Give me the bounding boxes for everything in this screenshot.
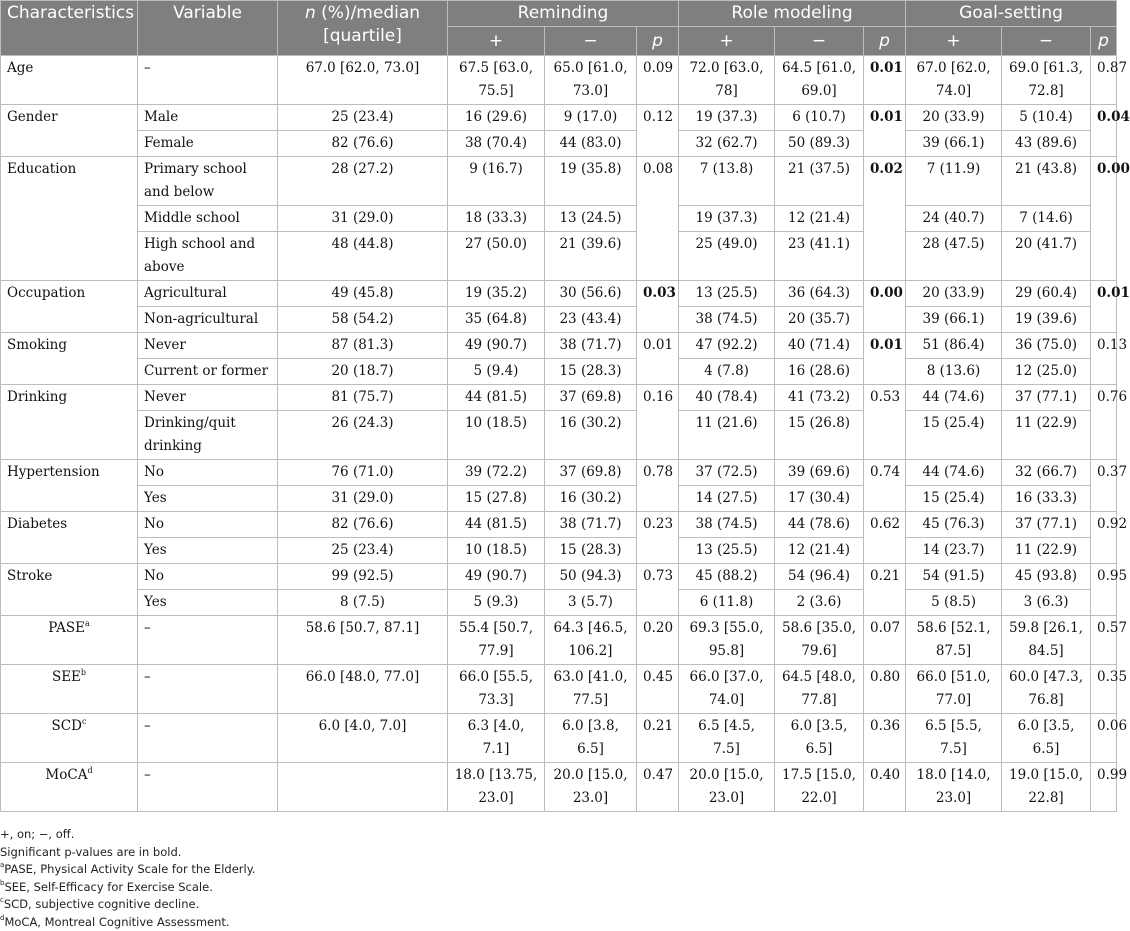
cell-reminding-minus: 65.0 [61.0, 73.0] [545, 56, 637, 105]
cell-role-minus: 6 (10.7) [775, 105, 864, 131]
cell-reminding-minus: 38 (71.7) [545, 333, 637, 359]
header-group-reminding: Reminding [448, 1, 679, 27]
header-n-percent [278, 1, 448, 56]
cell-reminding-minus: 6.0 [3.8, 6.5] [545, 714, 637, 763]
footnote-text: +, on; −, off. [0, 827, 74, 841]
cell-role-minus: 64.5 [48.0, 77.8] [775, 665, 864, 714]
cell-role-p: 0.01 [864, 56, 906, 105]
cell-reminding-plus: 6.3 [4.0, 7.1] [448, 714, 545, 763]
cell-characteristic: Stroke [1, 564, 138, 616]
table-row [1, 512, 1117, 538]
cell-reminding-p: 0.21 [637, 714, 679, 763]
cell-reminding-plus: 19 (35.2) [448, 281, 545, 307]
footnote [0, 879, 1116, 897]
cell-n: 82 (76.6) [278, 512, 448, 538]
cell-n: 82 (76.6) [278, 131, 448, 157]
cell-role-minus: 58.6 [35.0, 79.6] [775, 616, 864, 665]
cell-reminding-minus: 20.0 [15.0, 23.0] [545, 763, 637, 812]
table-row [1, 307, 1117, 333]
cell-variable: Male [138, 105, 278, 131]
header-goal-plus: + [906, 27, 1002, 56]
cell-variable: Never [138, 333, 278, 359]
cell-characteristic: MoCA$^d$ [1, 763, 138, 812]
cell-goal-plus: 14 (23.7) [906, 538, 1002, 564]
cell-role-plus: 7 (13.8) [679, 157, 775, 206]
cell-reminding-minus: 13 (24.5) [545, 206, 637, 232]
cell-reminding-plus: 15 (27.8) [448, 486, 545, 512]
cell-characteristic: Occupation [1, 281, 138, 333]
cell-reminding-minus: 23 (43.4) [545, 307, 637, 333]
cell-role-plus: 37 (72.5) [679, 460, 775, 486]
cell-role-minus: 12 (21.4) [775, 206, 864, 232]
footnote [0, 844, 1116, 862]
cell-role-minus: 15 (26.8) [775, 411, 864, 460]
cell-reminding-minus: 16 (30.2) [545, 411, 637, 460]
cell-characteristic: Gender [1, 105, 138, 157]
cell-goal-p: 0.00 [1091, 157, 1117, 281]
cell-variable: – [138, 665, 278, 714]
cell-role-p: 0.36 [864, 714, 906, 763]
cell-goal-p: 0.04 [1091, 105, 1117, 157]
header-n-letter: n [305, 3, 316, 23]
cell-variable: Female [138, 131, 278, 157]
cell-goal-plus: 5 (8.5) [906, 590, 1002, 616]
cell-variable: Drinking/quit drinking [138, 411, 278, 460]
cell-goal-minus: 20 (41.7) [1002, 232, 1091, 281]
footnote-text: MoCA, Montreal Cognitive Assessment. [4, 915, 229, 929]
cell-variable: Non-agricultural [138, 307, 278, 333]
cell-n: 26 (24.3) [278, 411, 448, 460]
cell-variable: – [138, 616, 278, 665]
cell-reminding-plus: 66.0 [55.5, 73.3] [448, 665, 545, 714]
cell-goal-plus: 28 (47.5) [906, 232, 1002, 281]
cell-variable: Yes [138, 538, 278, 564]
cell-variable: – [138, 763, 278, 812]
cell-role-plus: 69.3 [55.0, 95.8] [679, 616, 775, 665]
cell-reminding-minus: 64.3 [46.5, 106.2] [545, 616, 637, 665]
cell-role-p: 0.07 [864, 616, 906, 665]
header-reminding-minus: − [545, 27, 637, 56]
footnote-text: SEE, Self-Efficacy for Exercise Scale. [4, 880, 212, 894]
footnote-marker: c [82, 717, 86, 726]
table-row [1, 105, 1117, 131]
cell-variable: – [138, 56, 278, 105]
cell-reminding-plus: 27 (50.0) [448, 232, 545, 281]
cell-reminding-p: 0.03 [637, 281, 679, 333]
header-goal-minus: − [1002, 27, 1091, 56]
cell-role-plus: 72.0 [63.0, 78] [679, 56, 775, 105]
cell-role-minus: 6.0 [3.5, 6.5] [775, 714, 864, 763]
cell-role-plus: 13 (25.5) [679, 538, 775, 564]
table-row [1, 616, 1117, 665]
cell-goal-plus: 20 (33.9) [906, 281, 1002, 307]
footnote-text: Significant p-values are in bold. [0, 845, 181, 859]
cell-role-plus: 19 (37.3) [679, 206, 775, 232]
cell-role-plus: 6.5 [4.5, 7.5] [679, 714, 775, 763]
cell-goal-minus: 5 (10.4) [1002, 105, 1091, 131]
cell-reminding-plus: 16 (29.6) [448, 105, 545, 131]
cell-characteristic: SEE$^b$ [1, 665, 138, 714]
cell-characteristic: Education [1, 157, 138, 281]
footnote-marker: c [0, 896, 4, 904]
cell-role-plus: 38 (74.5) [679, 307, 775, 333]
cell-n: 58.6 [50.7, 87.1] [278, 616, 448, 665]
cell-goal-plus: 39 (66.1) [906, 307, 1002, 333]
cell-role-plus: 6 (11.8) [679, 590, 775, 616]
cell-goal-minus: 36 (75.0) [1002, 333, 1091, 359]
table-row [1, 486, 1117, 512]
table-row [1, 359, 1117, 385]
cell-reminding-minus: 3 (5.7) [545, 590, 637, 616]
cell-role-minus: 41 (73.2) [775, 385, 864, 411]
cell-role-p: 0.00 [864, 281, 906, 333]
cell-goal-plus: 39 (66.1) [906, 131, 1002, 157]
cell-goal-minus: 43 (89.6) [1002, 131, 1091, 157]
cell-variable: Primary school and below [138, 157, 278, 206]
footnote [0, 914, 1116, 931]
cell-role-plus: 40 (78.4) [679, 385, 775, 411]
cell-goal-plus: 15 (25.4) [906, 486, 1002, 512]
cell-role-p: 0.01 [864, 333, 906, 385]
cell-variable: Yes [138, 486, 278, 512]
cell-goal-plus: 24 (40.7) [906, 206, 1002, 232]
cell-variable: Yes [138, 590, 278, 616]
cell-reminding-p: 0.45 [637, 665, 679, 714]
cell-reminding-plus: 67.5 [63.0, 75.5] [448, 56, 545, 105]
cell-goal-minus: 21 (43.8) [1002, 157, 1091, 206]
cell-role-p: 0.53 [864, 385, 906, 460]
cell-variable: No [138, 512, 278, 538]
cell-role-plus: 45 (88.2) [679, 564, 775, 590]
cell-characteristic: Smoking [1, 333, 138, 385]
cell-reminding-minus: 21 (39.6) [545, 232, 637, 281]
cell-n: 8 (7.5) [278, 590, 448, 616]
cell-goal-minus: 37 (77.1) [1002, 512, 1091, 538]
cell-goal-p: 0.92 [1091, 512, 1117, 564]
cell-role-p: 0.01 [864, 105, 906, 157]
cell-n: 67.0 [62.0, 73.0] [278, 56, 448, 105]
cell-reminding-p: 0.73 [637, 564, 679, 616]
cell-goal-plus: 18.0 [14.0, 23.0] [906, 763, 1002, 812]
cell-reminding-plus: 5 (9.3) [448, 590, 545, 616]
cell-goal-plus: 44 (74.6) [906, 460, 1002, 486]
cell-n: 49 (45.8) [278, 281, 448, 307]
header-goal-p: p [1091, 27, 1117, 56]
cell-reminding-plus: 49 (90.7) [448, 564, 545, 590]
cell-reminding-p: 0.78 [637, 460, 679, 512]
cell-goal-plus: 54 (91.5) [906, 564, 1002, 590]
cell-reminding-plus: 49 (90.7) [448, 333, 545, 359]
table-row [1, 281, 1117, 307]
cell-characteristic: Hypertension [1, 460, 138, 512]
cell-characteristic: Drinking [1, 385, 138, 460]
cell-reminding-minus: 19 (35.8) [545, 157, 637, 206]
footnote-marker: b [81, 668, 86, 677]
header-characteristics: Characteristics [1, 1, 138, 56]
cell-role-minus: 12 (21.4) [775, 538, 864, 564]
footnote-marker: a [85, 619, 90, 628]
cell-characteristic: SCD$^c$ [1, 714, 138, 763]
cell-role-minus: 44 (78.6) [775, 512, 864, 538]
cell-variable: Never [138, 385, 278, 411]
cell-role-plus: 19 (37.3) [679, 105, 775, 131]
cell-role-minus: 17.5 [15.0, 22.0] [775, 763, 864, 812]
cell-role-plus: 66.0 [37.0, 74.0] [679, 665, 775, 714]
cell-role-p: 0.80 [864, 665, 906, 714]
cell-role-plus: 32 (62.7) [679, 131, 775, 157]
header-role-minus: − [775, 27, 864, 56]
cell-role-minus: 2 (3.6) [775, 590, 864, 616]
cell-goal-plus: 7 (11.9) [906, 157, 1002, 206]
cell-goal-minus: 3 (6.3) [1002, 590, 1091, 616]
cell-role-minus: 36 (64.3) [775, 281, 864, 307]
footnote-text: SCD, subjective cognitive decline. [4, 897, 199, 911]
cell-goal-minus: 37 (77.1) [1002, 385, 1091, 411]
cell-role-plus: 47 (92.2) [679, 333, 775, 359]
cell-variable: No [138, 460, 278, 486]
cell-goal-p: 0.99 [1091, 763, 1117, 812]
cell-reminding-minus: 15 (28.3) [545, 359, 637, 385]
cell-n: 99 (92.5) [278, 564, 448, 590]
cell-n: 20 (18.7) [278, 359, 448, 385]
table-row [1, 665, 1117, 714]
cell-goal-plus: 6.5 [5.5, 7.5] [906, 714, 1002, 763]
cell-goal-minus: 29 (60.4) [1002, 281, 1091, 307]
table-body [1, 56, 1117, 812]
cell-n: 76 (71.0) [278, 460, 448, 486]
cell-reminding-minus: 15 (28.3) [545, 538, 637, 564]
table-row [1, 538, 1117, 564]
cell-reminding-plus: 18.0 [13.75, 23.0] [448, 763, 545, 812]
cell-reminding-minus: 38 (71.7) [545, 512, 637, 538]
cell-goal-p: 0.35 [1091, 665, 1117, 714]
cell-reminding-minus: 37 (69.8) [545, 385, 637, 411]
cell-role-minus: 23 (41.1) [775, 232, 864, 281]
cell-n [278, 763, 448, 812]
cell-role-minus: 50 (89.3) [775, 131, 864, 157]
cell-reminding-plus: 35 (64.8) [448, 307, 545, 333]
cell-variable: No [138, 564, 278, 590]
cell-characteristic: Diabetes [1, 512, 138, 564]
table-footnotes [0, 826, 1116, 931]
cell-reminding-p: 0.47 [637, 763, 679, 812]
table-row [1, 131, 1117, 157]
cell-reminding-minus: 30 (56.6) [545, 281, 637, 307]
cell-role-minus: 64.5 [61.0, 69.0] [775, 56, 864, 105]
cell-role-minus: 20 (35.7) [775, 307, 864, 333]
cell-n: 81 (75.7) [278, 385, 448, 411]
table-row [1, 232, 1117, 281]
table-row [1, 385, 1117, 411]
cell-reminding-p: 0.12 [637, 105, 679, 157]
cell-goal-minus: 59.8 [26.1, 84.5] [1002, 616, 1091, 665]
cell-role-minus: 40 (71.4) [775, 333, 864, 359]
cell-reminding-plus: 55.4 [50.7, 77.9] [448, 616, 545, 665]
cell-n: 31 (29.0) [278, 206, 448, 232]
cell-reminding-plus: 10 (18.5) [448, 538, 545, 564]
header-role-p: p [864, 27, 906, 56]
cell-characteristic: Age [1, 56, 138, 105]
cell-n: 87 (81.3) [278, 333, 448, 359]
cell-role-minus: 21 (37.5) [775, 157, 864, 206]
cell-role-minus: 39 (69.6) [775, 460, 864, 486]
cell-goal-plus: 15 (25.4) [906, 411, 1002, 460]
cell-n: 31 (29.0) [278, 486, 448, 512]
cell-role-plus: 13 (25.5) [679, 281, 775, 307]
cell-reminding-plus: 9 (16.7) [448, 157, 545, 206]
cell-n: 6.0 [4.0, 7.0] [278, 714, 448, 763]
cell-role-plus: 25 (49.0) [679, 232, 775, 281]
cell-reminding-minus: 37 (69.8) [545, 460, 637, 486]
cell-variable: Middle school [138, 206, 278, 232]
cell-goal-p: 0.13 [1091, 333, 1117, 385]
header-role-plus: + [679, 27, 775, 56]
cell-goal-p: 0.76 [1091, 385, 1117, 460]
cell-goal-minus: 45 (93.8) [1002, 564, 1091, 590]
cell-role-p: 0.74 [864, 460, 906, 512]
cell-goal-p: 0.57 [1091, 616, 1117, 665]
cell-goal-plus: 58.6 [52.1, 87.5] [906, 616, 1002, 665]
cell-goal-plus: 51 (86.4) [906, 333, 1002, 359]
cell-reminding-plus: 44 (81.5) [448, 512, 545, 538]
cell-goal-p: 0.87 [1091, 56, 1117, 105]
table-header [1, 1, 1117, 56]
cell-reminding-p: 0.09 [637, 56, 679, 105]
cell-reminding-p: 0.20 [637, 616, 679, 665]
header-reminding-plus: + [448, 27, 545, 56]
footnote-marker: b [0, 879, 4, 887]
table-row [1, 590, 1117, 616]
cell-role-plus: 20.0 [15.0, 23.0] [679, 763, 775, 812]
cell-n: 66.0 [48.0, 77.0] [278, 665, 448, 714]
cell-reminding-p: 0.16 [637, 385, 679, 460]
footnote-marker: d [87, 766, 92, 775]
cell-reminding-plus: 39 (72.2) [448, 460, 545, 486]
cell-variable: – [138, 714, 278, 763]
cell-goal-minus: 11 (22.9) [1002, 538, 1091, 564]
cell-n: 48 (44.8) [278, 232, 448, 281]
cell-role-plus: 11 (21.6) [679, 411, 775, 460]
cell-role-plus: 4 (7.8) [679, 359, 775, 385]
cell-goal-plus: 20 (33.9) [906, 105, 1002, 131]
cell-goal-p: 0.95 [1091, 564, 1117, 616]
cell-role-plus: 14 (27.5) [679, 486, 775, 512]
cell-n: 58 (54.2) [278, 307, 448, 333]
cell-reminding-plus: 38 (70.4) [448, 131, 545, 157]
cell-role-minus: 16 (28.6) [775, 359, 864, 385]
cell-variable: Current or former [138, 359, 278, 385]
footnote-marker: a [0, 861, 4, 869]
cell-characteristic: PASE$^a$ [1, 616, 138, 665]
cell-goal-plus: 66.0 [51.0, 77.0] [906, 665, 1002, 714]
cell-goal-plus: 44 (74.6) [906, 385, 1002, 411]
table-row [1, 460, 1117, 486]
cell-n: 25 (23.4) [278, 538, 448, 564]
footnote [0, 826, 1116, 844]
cell-reminding-plus: 5 (9.4) [448, 359, 545, 385]
cell-goal-minus: 60.0 [47.3, 76.8] [1002, 665, 1091, 714]
footnote-marker: d [0, 914, 4, 922]
cell-goal-minus: 6.0 [3.5, 6.5] [1002, 714, 1091, 763]
cell-reminding-minus: 63.0 [41.0, 77.5] [545, 665, 637, 714]
cell-role-p: 0.40 [864, 763, 906, 812]
cell-goal-p: 0.01 [1091, 281, 1117, 333]
cell-goal-p: 0.37 [1091, 460, 1117, 512]
cell-role-plus: 38 (74.5) [679, 512, 775, 538]
cell-goal-minus: 16 (33.3) [1002, 486, 1091, 512]
table-row [1, 157, 1117, 206]
footnote-text: PASE, Physical Activity Scale for the Elderly. [4, 862, 255, 876]
cell-reminding-p: 0.01 [637, 333, 679, 385]
cell-reminding-plus: 18 (33.3) [448, 206, 545, 232]
header-reminding-p: p [637, 27, 679, 56]
cell-goal-minus: 69.0 [61.3, 72.8] [1002, 56, 1091, 105]
table-row [1, 763, 1117, 812]
cell-reminding-plus: 10 (18.5) [448, 411, 545, 460]
cell-reminding-minus: 16 (30.2) [545, 486, 637, 512]
cell-goal-minus: 19.0 [15.0, 22.8] [1002, 763, 1091, 812]
cell-goal-minus: 12 (25.0) [1002, 359, 1091, 385]
cell-goal-plus: 45 (76.3) [906, 512, 1002, 538]
cell-goal-p: 0.06 [1091, 714, 1117, 763]
table-row [1, 411, 1117, 460]
cell-role-p: 0.21 [864, 564, 906, 616]
cell-goal-plus: 67.0 [62.0, 74.0] [906, 56, 1002, 105]
cell-goal-plus: 8 (13.6) [906, 359, 1002, 385]
cell-reminding-minus: 50 (94.3) [545, 564, 637, 590]
cell-reminding-p: 0.08 [637, 157, 679, 281]
header-group-role-modeling: Role modeling [679, 1, 906, 27]
cell-n: 28 (27.2) [278, 157, 448, 206]
table-row [1, 206, 1117, 232]
table-row [1, 564, 1117, 590]
cell-goal-minus: 19 (39.6) [1002, 307, 1091, 333]
table-row [1, 714, 1117, 763]
cell-reminding-p: 0.23 [637, 512, 679, 564]
cell-reminding-minus: 9 (17.0) [545, 105, 637, 131]
table-row [1, 333, 1117, 359]
cell-variable: High school and above [138, 232, 278, 281]
cell-reminding-plus: 44 (81.5) [448, 385, 545, 411]
cell-goal-minus: 7 (14.6) [1002, 206, 1091, 232]
cell-goal-minus: 32 (66.7) [1002, 460, 1091, 486]
footnote [0, 861, 1116, 879]
cell-role-p: 0.02 [864, 157, 906, 281]
cell-goal-minus: 11 (22.9) [1002, 411, 1091, 460]
header-variable: Variable [138, 1, 278, 56]
cell-reminding-minus: 44 (83.0) [545, 131, 637, 157]
cell-n: 25 (23.4) [278, 105, 448, 131]
header-group-goal-setting: Goal-setting [906, 1, 1117, 27]
cell-role-minus: 17 (30.4) [775, 486, 864, 512]
table-row [1, 56, 1117, 105]
cell-role-minus: 54 (96.4) [775, 564, 864, 590]
footnote [0, 896, 1116, 914]
cell-role-p: 0.62 [864, 512, 906, 564]
cell-variable: Agricultural [138, 281, 278, 307]
header-n-rest: (%)/median [quartile] [316, 3, 420, 46]
